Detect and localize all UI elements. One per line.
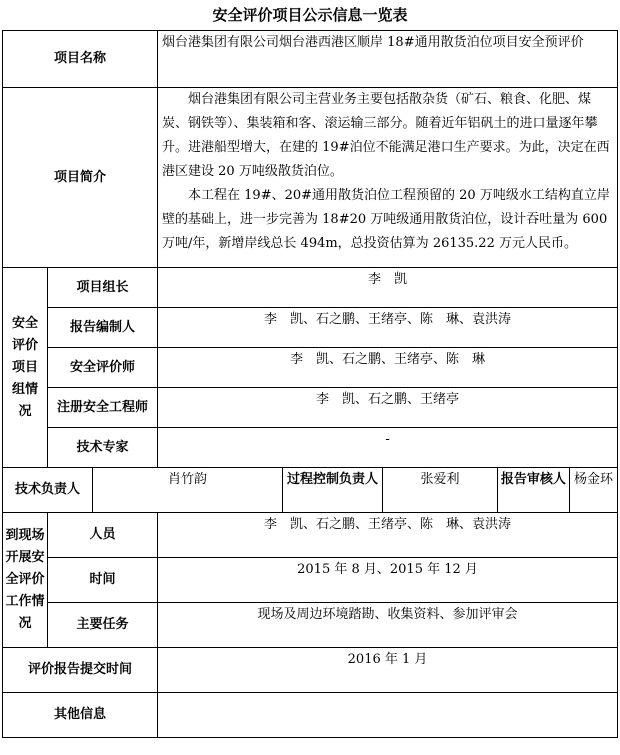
process-control-value: 张爱利 bbox=[383, 468, 498, 513]
team-leader-label: 项目组长 bbox=[48, 268, 158, 308]
info-table bbox=[2, 30, 618, 738]
onsite-row bbox=[3, 603, 618, 648]
team-group-label: 安全评价项目组情况 bbox=[3, 268, 48, 468]
submit-time-label: 评价报告提交时间 bbox=[3, 648, 158, 693]
team-row bbox=[3, 308, 618, 348]
other-info-value bbox=[158, 693, 618, 738]
report-writers-value: 李 凯、石之鹏、王绪亭、陈 琳、袁洪涛 bbox=[158, 308, 618, 348]
onsite-tasks-value: 现场及周边环境踏勘、收集资料、参加评审会 bbox=[158, 603, 618, 648]
row-project-name bbox=[3, 31, 618, 88]
registered-engineers-value: 李 凯、石之鹏、王绪亭 bbox=[158, 388, 618, 428]
row-responsible bbox=[3, 468, 618, 513]
project-name-value: 烟台港集团有限公司烟台港西港区顺岸 18#通用散货泊位项目安全预评价 bbox=[158, 31, 618, 88]
team-row bbox=[3, 388, 618, 428]
tech-lead-label: 技术负责人 bbox=[3, 468, 93, 513]
project-intro-text bbox=[158, 88, 618, 268]
other-info-label: 其他信息 bbox=[3, 693, 158, 738]
row-project-intro bbox=[3, 88, 618, 268]
tech-lead-value: 肖竹韵 bbox=[93, 468, 283, 513]
tech-experts-value: - bbox=[158, 428, 618, 468]
project-name-label: 项目名称 bbox=[3, 31, 158, 88]
onsite-personnel-label: 人员 bbox=[48, 513, 158, 558]
onsite-tasks-label: 主要任务 bbox=[48, 603, 158, 648]
page-title: 安全评价项目公示信息一览表 bbox=[212, 6, 408, 24]
onsite-row bbox=[3, 513, 618, 558]
process-control-label: 过程控制负责人 bbox=[283, 468, 383, 513]
safety-assessors-label: 安全评价师 bbox=[48, 348, 158, 388]
reviewer-label: 报告审核人 bbox=[498, 468, 570, 512]
project-intro-label: 项目简介 bbox=[3, 88, 158, 268]
review-cell bbox=[498, 468, 618, 513]
onsite-group-label: 到现场开展安全评价工作情况 bbox=[3, 513, 48, 648]
onsite-row bbox=[3, 558, 618, 603]
onsite-time-label: 时间 bbox=[48, 558, 158, 603]
onsite-time-value: 2015 年 8 月、2015 年 12 月 bbox=[158, 558, 618, 603]
submit-time-value: 2016 年 1 月 bbox=[158, 648, 618, 693]
project-intro-para-1: 烟台港集团有限公司主营业务主要包括散杂货（矿石、粮食、化肥、煤炭、钢铁等）、集装箱和客、滚运输三部分。随着近年铝矾土的进口量逐年攀升。进港船型增大，在建的 19#泊位不能满足港口生产要求。为此，决定在西港区建设 20 万吨级散货泊位。 bbox=[162, 92, 610, 179]
team-row bbox=[3, 428, 618, 468]
row-submit-time bbox=[3, 648, 618, 693]
reviewer-value: 杨金环 bbox=[573, 472, 613, 487]
tech-experts-label: 技术专家 bbox=[48, 428, 158, 468]
onsite-personnel-value: 李 凯、石之鹏、王绪亭、陈 琳、袁洪涛 bbox=[158, 513, 618, 558]
safety-assessors-value: 李 凯、石之鹏、王绪亭、陈 琳 bbox=[158, 348, 618, 388]
team-row bbox=[3, 268, 618, 308]
row-other-info bbox=[3, 693, 618, 738]
registered-engineers-label: 注册安全工程师 bbox=[48, 388, 158, 428]
team-row bbox=[3, 348, 618, 388]
team-leader-value: 李 凯 bbox=[158, 268, 618, 308]
report-writers-label: 报告编制人 bbox=[48, 308, 158, 348]
project-intro-para-2: 本工程在 19#、20#通用散货泊位工程预留的 20 万吨级水工结构直立岸壁的基础上，进一步完善为 18#20 万吨级通用散货泊位，设计吞吐量为 600 万吨/年，新增岸线总长 494m，总投资估算为 26135.22 万元人民币。 bbox=[162, 188, 610, 251]
